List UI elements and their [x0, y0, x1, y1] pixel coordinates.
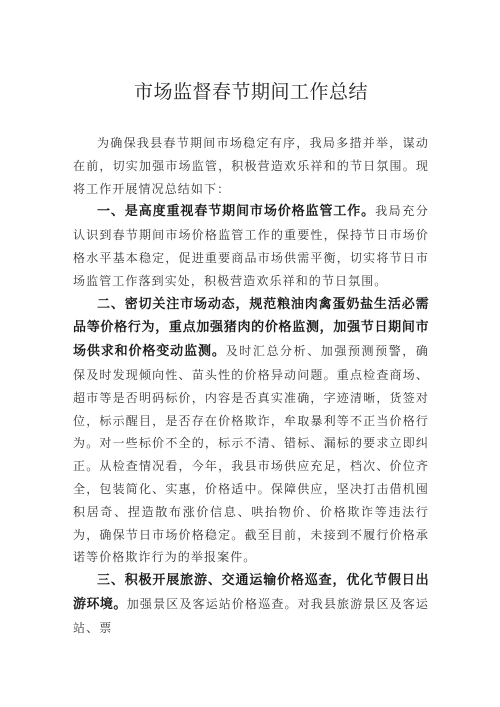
paragraph-text: 及时汇总分析、加强预测预警，确保及时发现倾向性、苗头性的价格异动问题。重点检查商场、超市等是否明码标价，内容是否真实准确，字迹清晰，货签对位，标示醒目，是否存在价格欺诈，牟取暴利等不正当价格行为。对一些标价不全的，标示不清、错标、漏标的要求立即纠正。从检查情况看，今年，我县市场供应充足，档次、价位齐全，包装简化、实惠，价格适中。保障供应，坚决打击借机囤积居奇、捏造散布涨价信息、哄抬物价、价格欺诈等违法行为，确保节日市场价格稳定。截至目前，未接到不履行价格承诺等价格欺诈行为的举报案件。 — [73, 344, 429, 565]
paragraph-text: 为确保我县春节期间市场稳定有序，我局多措并举，谋动在前，切实加强市场监管，积极营造欢乐祥和的节日氛围。现将工作开展情况总结如下： — [73, 136, 429, 196]
paragraph-section-2 — [73, 293, 429, 570]
section-heading: 三、积极开展旅游、交通运输价格巡查，优化节假日出游环境。 — [73, 573, 429, 612]
document-body — [73, 132, 429, 640]
paragraph-intro — [73, 132, 429, 200]
paragraph-text: 我局充分认识到春节期间市场价格监管工作的重要性，保持节日市场价格水平基本稳定，促进重要商品市场供需平衡，切实将节日市场监管工作落到实处，积极营造欢乐祥和的节日氛围。 — [73, 204, 429, 288]
paragraph-section-1 — [73, 200, 429, 292]
section-heading: 一、是高度重视春节期间市场价格监管工作。 — [97, 204, 376, 220]
section-heading: 二、密切关注市场动态，规范粮油肉禽蛋奶盐生活必需品等价格行为，重点加强猪肉的价格监测，加强节日期间市场供求和价格变动监测。 — [73, 296, 429, 360]
paragraph-section-3 — [73, 569, 429, 639]
paragraph-text: 加强景区及客运站价格巡查。对我县旅游景区及客运站、票 — [73, 596, 429, 635]
document-title: 市场监督春节期间工作总结 — [133, 81, 368, 103]
